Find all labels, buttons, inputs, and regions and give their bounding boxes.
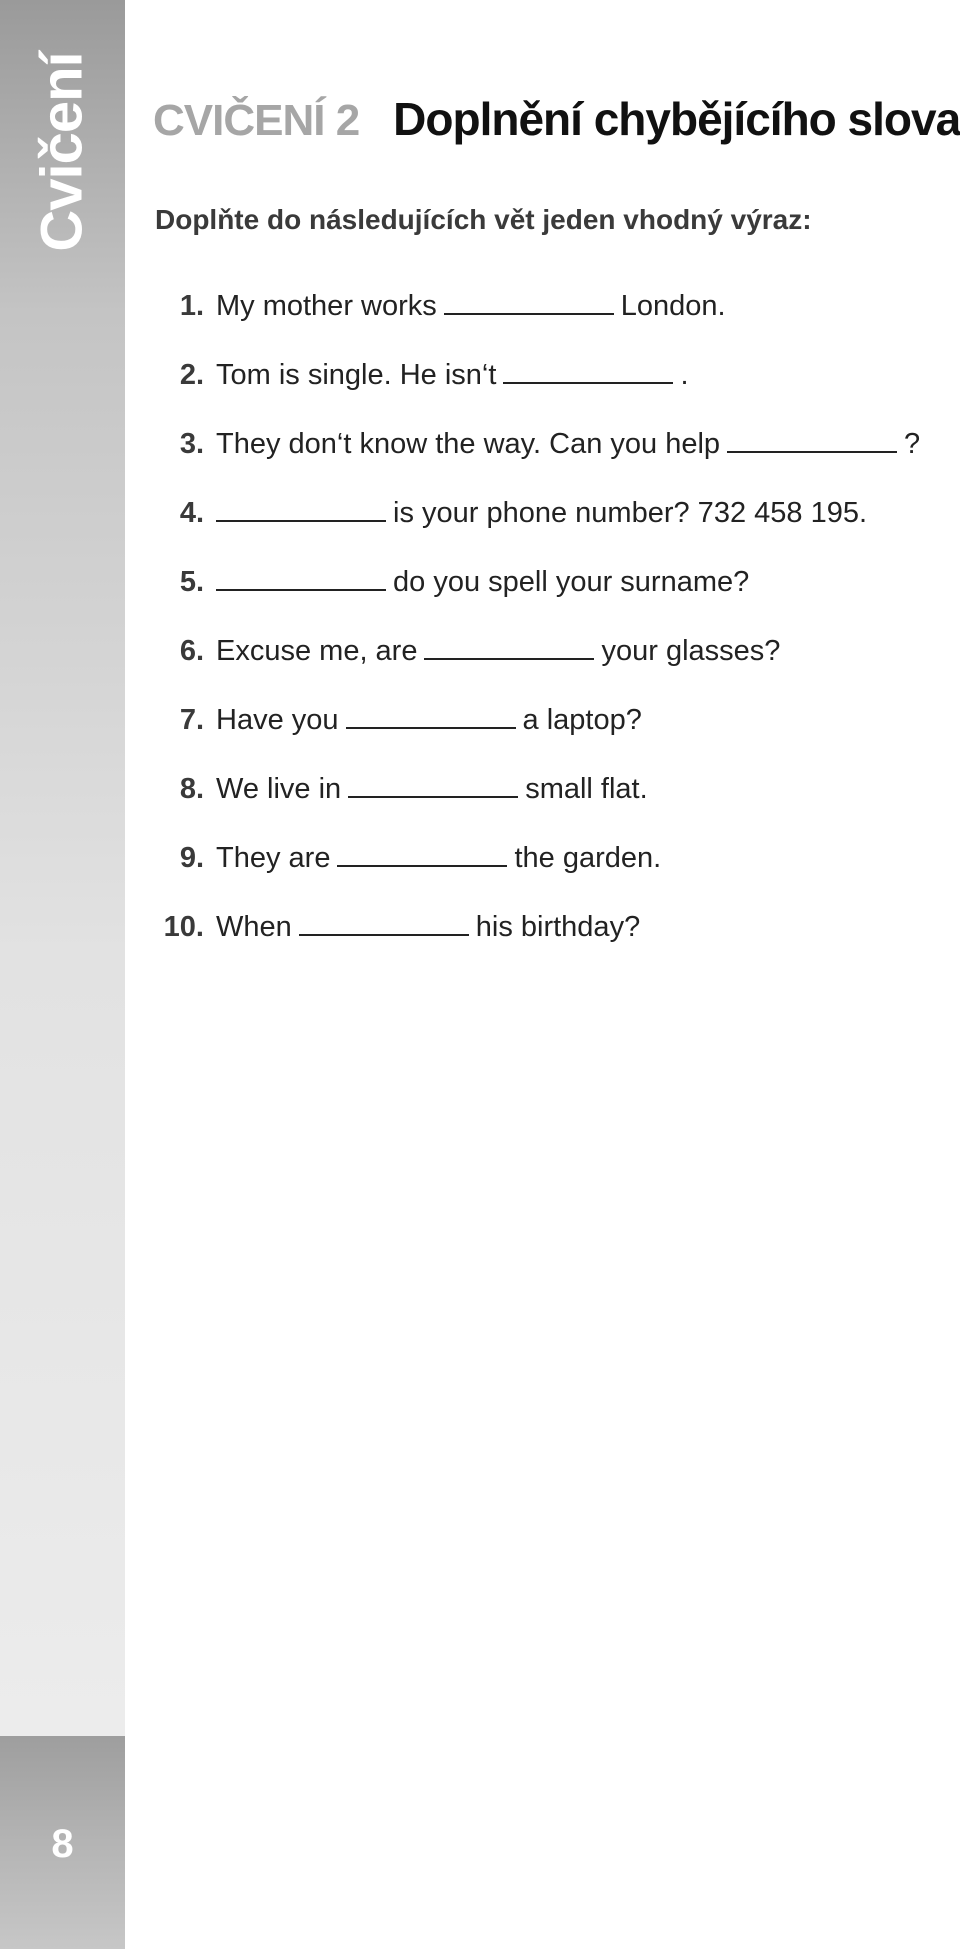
answer-blank[interactable] [216, 520, 386, 522]
answer-blank[interactable] [348, 796, 518, 798]
page-number: 8 [51, 1822, 74, 1866]
answer-blank[interactable] [216, 589, 386, 591]
answer-blank[interactable] [424, 658, 594, 660]
item-text-after: the garden. [514, 842, 662, 874]
item-text-before: My mother works [216, 290, 437, 322]
item-text-after: small flat. [525, 773, 648, 805]
answer-blank[interactable] [337, 865, 507, 867]
instruction: Doplňte do následujících vět jeden vhodný výraz: [155, 204, 812, 235]
item-number: 6. [179, 635, 204, 667]
answer-blank[interactable] [346, 727, 516, 729]
exercise-item [150, 842, 920, 911]
item-number: 9. [179, 842, 204, 874]
item-text-before: They don‘t know the way. Can you help [216, 428, 721, 460]
exercise-item [150, 428, 920, 497]
exercise-item [150, 497, 920, 566]
side-bar [0, 0, 125, 1736]
exercise-item [150, 635, 920, 704]
exercise-title: Doplnění chybějícího slova [393, 93, 960, 145]
item-number: 10. [163, 911, 204, 943]
item-text-after: your glasses? [601, 635, 781, 667]
item-number: 4. [179, 497, 204, 529]
item-text-after: ? [904, 428, 921, 460]
item-text-before: They are [216, 842, 331, 874]
exercise-item [150, 566, 920, 635]
item-text-after: . [680, 359, 689, 391]
answer-blank[interactable] [444, 313, 614, 315]
exercise-item [150, 290, 920, 359]
item-number: 2. [179, 359, 204, 391]
answer-blank[interactable] [727, 451, 897, 453]
page-title [153, 92, 960, 146]
item-number: 7. [179, 704, 204, 736]
item-number: 1. [179, 290, 204, 322]
item-number: 3. [179, 428, 204, 460]
side-label: Cvičení [29, 52, 95, 252]
item-text-before: Excuse me, are [216, 635, 418, 667]
answer-blank[interactable] [299, 934, 469, 936]
item-text-before: Have you [216, 704, 339, 736]
item-text-before: We live in [216, 773, 342, 805]
item-number: 8. [179, 773, 204, 805]
item-text-after: London. [620, 290, 726, 322]
exercise-item [150, 359, 920, 428]
item-text-after: do you spell your surname? [393, 566, 750, 598]
exercise-item [150, 704, 920, 773]
item-text-after: his birthday? [475, 911, 641, 943]
item-text-before: When [216, 911, 292, 943]
exercise-item [150, 773, 920, 842]
exercise-label: CVIČENÍ 2 [153, 96, 360, 145]
item-number: 5. [179, 566, 204, 598]
item-text-before: Tom is single. He isn‘t [216, 359, 497, 391]
answer-blank[interactable] [503, 382, 673, 384]
exercise-item [150, 911, 920, 980]
item-text-after: is your phone number? 732 458 195. [393, 497, 868, 529]
exercise-list [150, 290, 920, 980]
item-text-after: a laptop? [522, 704, 642, 736]
